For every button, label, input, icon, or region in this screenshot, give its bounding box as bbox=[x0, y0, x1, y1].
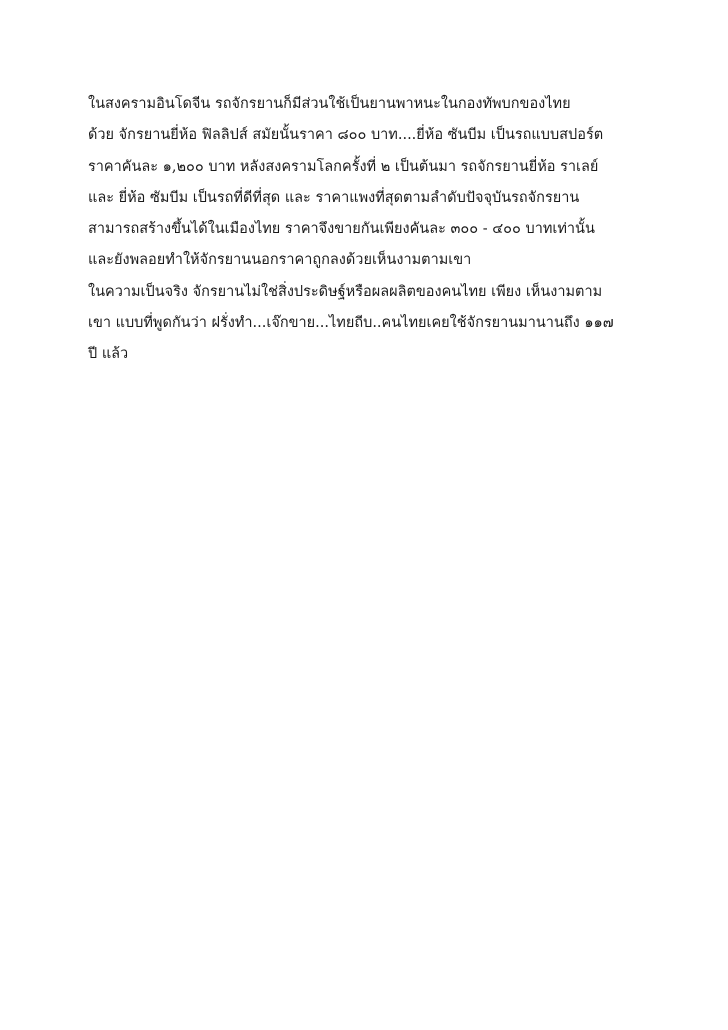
text-line: ราคาคันละ ๑,๒๐๐ บาท หลังสงครามโลกครั้งที่ ๒ เป็นต้นมา รถจักรยานยี่ห้อ ราเลย์ bbox=[88, 158, 599, 175]
text-line: และยังพลอยทำให้จักรยานนอกราคาถูกลงด้วยเห็นงามตามเขา bbox=[88, 252, 472, 269]
text-line: ปี แล้ว bbox=[88, 346, 129, 363]
text-line: ในความเป็นจริง จักรยานไม่ใช่สิ่งประดิษฐ์หรือผลผลิตของคนไทย เพียง เห็นงามตาม bbox=[88, 283, 603, 300]
text-line: เขา แบบที่พูดกันว่า ฝรั่งทำ...เจ๊กขาย...ไทยถีบ..คนไทยเคยใช้จักรยานมานานถึง ๑๑๗ bbox=[88, 315, 614, 332]
paragraph-block bbox=[88, 92, 648, 374]
text-line: ในสงครามอินโดจีน รถจักรยานก็มีส่วนใช้เป็นยานพาหนะในกองทัพบกของไทย bbox=[88, 96, 571, 112]
text-line: ด้วย จักรยานยี่ห้อ ฟิลลิปส์ สมัยนั้นราคา ๘๐๐ บาท....ยี่ห้อ ซันบีม เป็นรถแบบสปอร์ต bbox=[88, 127, 604, 144]
text-line: และ ยี่ห้อ ซัมบีม เป็นรถที่ดีที่สุด และ ราคาแพงที่สุดตามลำดับปัจจุบันรถจักรยาน bbox=[88, 189, 580, 206]
text-line: สามารถสร้างขึ้นได้ในเมืองไทย ราคาจึงขายกันเพียงคันละ ๓๐๐ - ๔๐๐ บาทเท่านั้น bbox=[88, 221, 595, 238]
